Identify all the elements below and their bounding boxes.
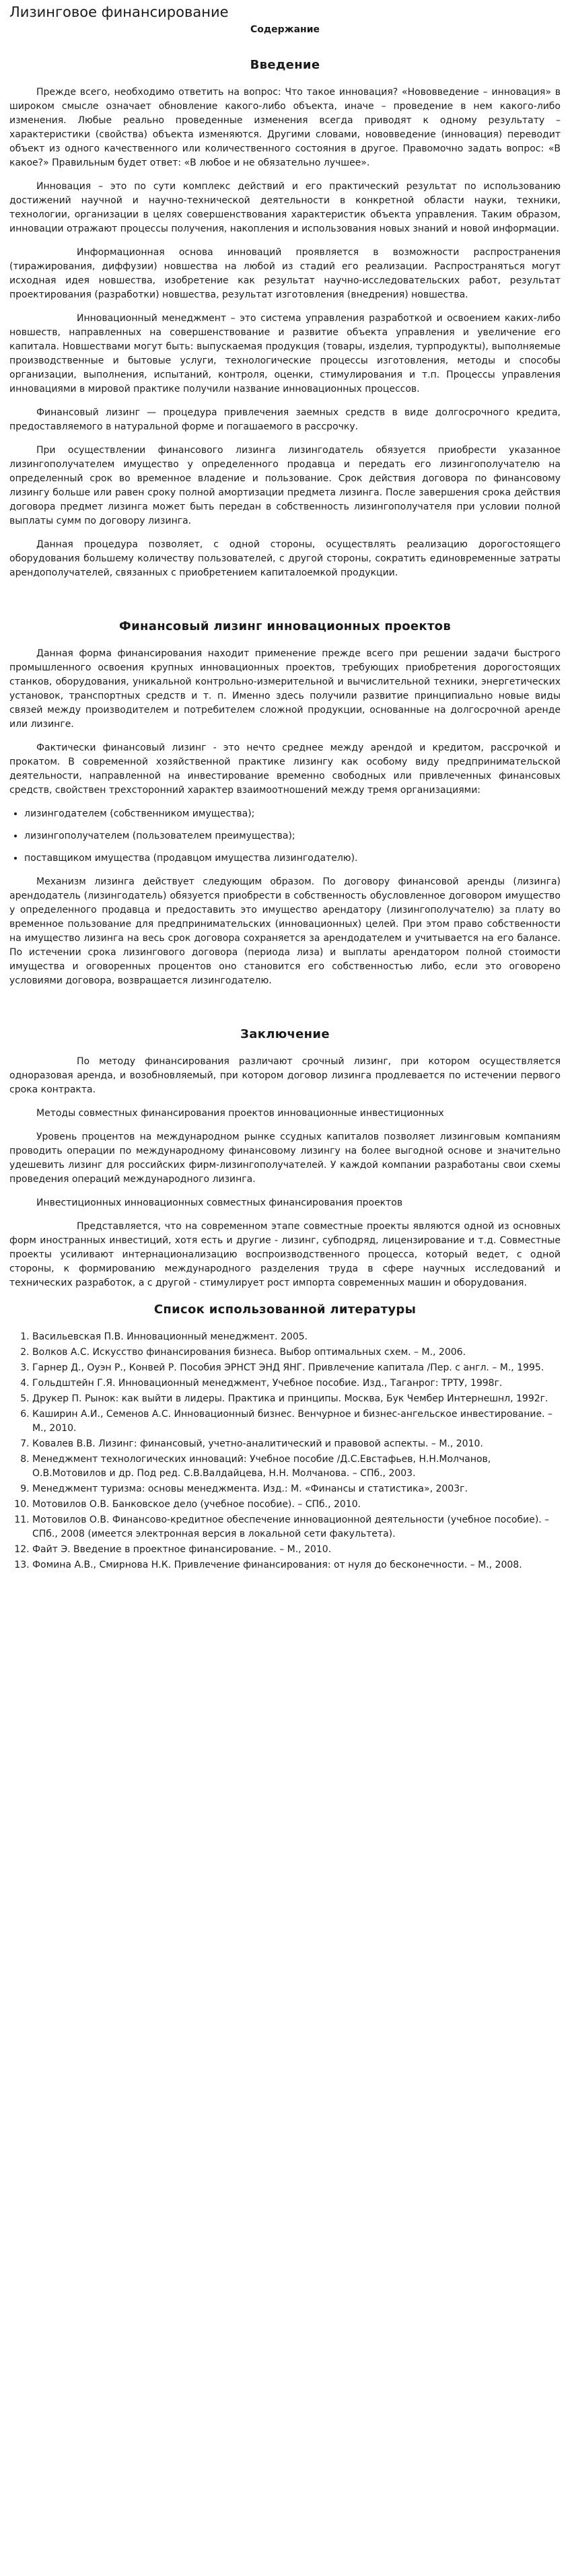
reference-item: 4. Гольдштейн Г.Я. Инновационный менеджмент, Учебное пособие. Изд., Таганрог: ТРТУ, 1998г. bbox=[32, 1377, 561, 1391]
intro-paragraph: Инновационный менеджмент – это система управления разработкой и освоением каких-либо новшеств, направленных на совершенствование и развитие объекта управления и увеличение его капитала. Новшествами могут быть: выпускаемая продукция (товары, изделия, турпродукты), выполняемые производственные и бытовые услуги, технологические процессы изготовления, методы и способы организации, выполнения, испытаний, контроля, оценки, стимулирования и т.п. Процессы управления инновациями в мировой практике получили название инновационных процессов. bbox=[9, 313, 561, 394]
reference-item: 3. Гарнер Д., Оуэн Р., Конвей Р. Пособия ЭРНСТ ЭНД ЯНГ. Привлечение капитала /Пер. с англ. – М., 1995. bbox=[32, 1361, 561, 1375]
intro-paragraph: Прежде всего, необходимо ответить на вопрос: Что такое инновация? «Нововведение – инновация» в широком смысле означает обновление какого-либо объекта, иначе – проведение в нем какого-либо изменения. Любые реально проведенные изменения всегда приводят к одному результату – характеристики (свойства) объекта изменяются. Другими словами, нововведение (инновация) переводит объект из одного качественного или количественного состояния в другое. Правомочно задать вопрос: «В какое?» Правильным будет ответ: «В любое и не обязательно лучшее». bbox=[9, 87, 561, 168]
reference-item: 1. Васильевская П.В. Инновационный менеджмент. 2005. bbox=[32, 1330, 561, 1344]
party-list-item: • лизингодателем (собственником имущества); bbox=[24, 807, 561, 821]
intro-paragraph: Информационная основа инноваций проявляется в возможности распространения (тиражирования, диффузии) новшества на любой из стадий его реализации. Распространяться могут исходная идея новшества, изобретение как результат научно-исследовательских работ, результат проектирования (разработки) новшества, результат изготовления (внедрения) новшества. bbox=[9, 247, 561, 300]
conclusion-paragraph: Методы совместных финансирования проектов инновационные инвестиционных bbox=[36, 1108, 444, 1119]
reference-item: 11. Мотовилов О.В. Финансово-кредитное обеспечение инновационной деятельности (учебное пособие). – СПб., 2008 (имеется электронная версия в локальной сети факультета). bbox=[32, 1513, 561, 1541]
finance-paragraph: Механизм лизинга действует следующим образом. По договору финансовой аренды (лизинга) арендодатель (лизингодатель) обязуется приобрести в собственность обусловленное договором имущество у определенного продавца и предоставить это имущество арендатору (лизингополучателю) за плату во временное пользование для предпринимательских (инновационных) целей. При этом право собственности на имущество лизинга на весь срок договора сохраняется за арендодателем и учитывается на его балансе. По истечении срока лизингового договора (периода лиза) и выплаты арендатором полной стоимости имущества и оговоренных процентов оно становится его собственностью либо, если это оговорено условиями договора, возвращается лизингодателю. bbox=[9, 876, 561, 986]
reference-item: 7. Ковалев В.В. Лизинг: финансовый, учетно-аналитический и правовой аспекты. – М., 2010. bbox=[32, 1437, 561, 1451]
finance-heading: Финансовый лизинг инновационных проектов bbox=[118, 619, 452, 633]
intro-heading: Введение bbox=[250, 58, 320, 72]
reference-item: 5. Друкер П. Рынок: как выйти в лидеры. Практика и принципы. Москва, Бук Чембер Интернешнл, 1992г. bbox=[32, 1392, 561, 1406]
references-list bbox=[9, 1330, 561, 1572]
intro-paragraph: Инновация – это по сути комплекс действий и его практический результат по использованию достижений научной и научно-технической деятельности в конкретной области науки, техники, технологии, организации в целях совершенствования характеристик объекта управления. Таким образом, инновации отражают процессы получения, накопления и использования новых знаний и новой информации. bbox=[9, 181, 561, 234]
intro-section bbox=[9, 58, 561, 580]
reference-item: 13. Фомина А.В., Смирнова Н.К. Привлечение финансирования: от нуля до бесконечности. – М., 2008. bbox=[32, 1558, 561, 1572]
reference-item: 8. Менеджмент технологических инноваций: Учебное пособие /Д.С.Евстафьев, Н.Н.Молчанов, О.В.Мотовилов и др. Под ред. С.В.Валдайцева, Н.Н. Молчанова. – СПб., 2003. bbox=[32, 1453, 561, 1481]
reference-item: 6. Каширин А.И., Семенов А.С. Инновационный бизнес. Венчурное и бизнес-ангельское инвестирование. – М., 2010. bbox=[32, 1407, 561, 1436]
conclusion-section bbox=[9, 1027, 561, 1290]
party-list-item: • поставщиком имущества (продавцом имущества лизингодателю). bbox=[24, 851, 561, 866]
intro-paragraph: Финансовый лизинг — процедура привлечения заемных средств в виде долгосрочного кредита, предоставляемого в натуральной форме и погашаемого в рассрочку. bbox=[9, 407, 561, 432]
reference-item: 9. Менеджмент туризма: основы менеджмента. Изд.: М. «Финансы и статистика», 2003г. bbox=[32, 1482, 561, 1496]
finance-section bbox=[9, 619, 561, 988]
conclusion-paragraph: Уровень процентов на международном рынке ссудных капиталов позволяет лизинговым компаниям проводить операции по международному финансовому лизингу на более выгодной основе и значительно удешевить лизинг для российских фирм-лизингополучателей. У каждой компании разработаны свои схемы проведения операций международного лизинга. bbox=[9, 1132, 561, 1185]
conclusion-paragraph: Представляется, что на современном этапе совместные проекты являются одной из основных форм иностранных инвестиций, хотя есть и другие - лизинг, субподряд, лицензирование и т.д. Совместные проекты усиливают интернационализацию воспроизводственного процесса, который ведет, с одной стороны, к формированию международного разделения труда в сфере научных исследований и технических разработок, а с другой - стимулирует рост импорта современных машин и оборудования. bbox=[9, 1221, 561, 1288]
conclusion-paragraph: По методу финансирования различают срочный лизинг, при котором осуществляется одноразовая аренда, и возобновляемый, при котором договор лизинга продлевается по истечении первого срока контракта. bbox=[9, 1056, 561, 1095]
contents-heading: Содержание bbox=[250, 24, 320, 35]
conclusion-paragraph: Инвестиционных инновационных совместных финансирования проектов bbox=[36, 1197, 403, 1208]
intro-paragraph: Данная процедура позволяет, с одной стороны, осуществлять реализацию дорогостоящего оборудования большему количеству пользователей, с другой стороны, сократить единовременные затраты арендополучателей, связанных с приобретением капиталоемкой продукции. bbox=[9, 539, 561, 578]
reference-item: 10. Мотовилов О.В. Банковское дело (учебное пособие). – СПб., 2010. bbox=[32, 1498, 561, 1512]
finance-paragraph: Данная форма финансирования находит применение прежде всего при решении задачи быстрого промышленного освоения крупных инновационных проектов, требующих приобретения дорогостоящих станков, оборудования, уникальной контрольно-измерительной и вычислительной техники, энергетических установок, транспортных средств и т. п. Именно здесь получили развитие принципиально новые виды связей между производителем и потребителем сложной продукции, основанные на долгосрочной аренде или лизинге. bbox=[9, 648, 561, 730]
party-list-item: • лизингополучателем (пользователем преимущества); bbox=[24, 829, 561, 843]
document-title: Лизинговое финансирование bbox=[9, 4, 229, 20]
conclusion-heading: Заключение bbox=[240, 1027, 330, 1041]
references-section bbox=[9, 1302, 561, 1572]
finance-paragraph: Фактически финансовый лизинг - это нечто среднее между арендой и кредитом, рассрочкой и прокатом. В современной хозяйственной практике лизингу как особому виду предпринимательской деятельности, направленной на инвестирование временно свободных или привлеченных финансовых средств, свойствен трехсторонний характер взаимоотношений между тремя организациями: bbox=[9, 742, 561, 796]
party-list bbox=[9, 807, 561, 866]
references-heading: Список использованной литературы bbox=[153, 1302, 417, 1317]
reference-item: 12. Файт Э. Введение в проектное финансирование. – М., 2010. bbox=[32, 1543, 561, 1557]
intro-paragraph: При осуществлении финансового лизинга лизингодатель обязуется приобрести указанное лизингополучателем имущество у определенного продавца и передать его лизингополучателю на определенный срок во временное владение и пользование. Срок действия договора по финансовому лизингу больше или равен сроку полной амортизации предмета лизинга. После завершения срока действия договора предмет лизинга может быть передан в собственность лизингополучателя при условии полной выплаты сумм по договору лизинга. bbox=[9, 445, 561, 526]
reference-item: 2. Волков А.С. Искусство финансирования бизнеса. Выбор оптимальных схем. – М., 2006. bbox=[32, 1346, 561, 1360]
